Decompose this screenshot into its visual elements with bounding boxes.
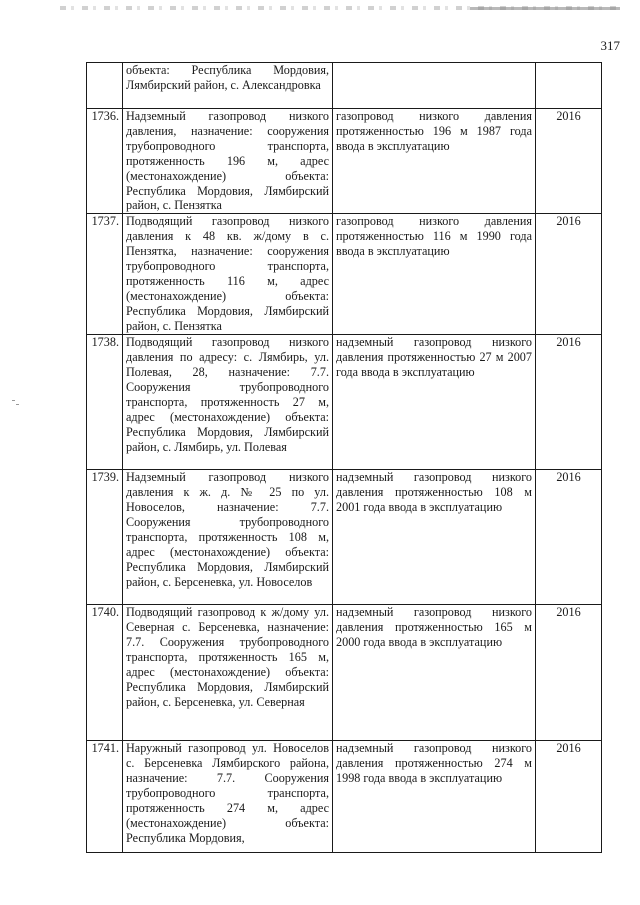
table-row bbox=[87, 63, 602, 109]
object-name: Подводящий газопровод к ж/дому ул. Северная с. Берсеневка, назначение: 7.7. Сооружения трубопроводного транспорта, протяженность 165 м, адрес (местонахождение) объекта: Республика Мордовия, Лямбирский район, с. Берсеневка, ул. Северная bbox=[123, 605, 333, 741]
row-number: 1738. bbox=[87, 335, 123, 470]
registry-table bbox=[86, 62, 602, 853]
row-number: 1736. bbox=[87, 109, 123, 214]
object-description: надземный газопровод низкого давления протяженностью 108 м 2001 года ввода в эксплуатацию bbox=[333, 470, 536, 605]
object-name: Надземный газопровод низкого давления, назначение: сооружения трубопроводного транспорта, протяженность 196 м, адрес (местонахождение) объекта: Республика Мордовия, Лямбирский район, с. Пензятка bbox=[123, 109, 333, 214]
year-cell: 2016 bbox=[536, 335, 602, 470]
year-cell: 2016 bbox=[536, 605, 602, 741]
object-description: надземный газопровод низкого давления протяженностью 27 м 2007 года ввода в эксплуатацию bbox=[333, 335, 536, 470]
year-cell: 2016 bbox=[536, 741, 602, 853]
margin-speck bbox=[16, 404, 19, 405]
object-name: Подводящий газопровод низкого давления по адресу: с. Лямбирь, ул. Полевая, 28, назначение: 7.7. Сооружения трубопроводного транспорта, протяженность 27 м, адрес (местонахождение) объекта: Республика Мордовия, Лямбирский район, с. Лямбирь, ул. Полевая bbox=[123, 335, 333, 470]
margin-speck bbox=[12, 400, 15, 401]
table-row bbox=[87, 214, 602, 335]
object-description bbox=[333, 63, 536, 109]
object-description: надземный газопровод низкого давления протяженностью 165 м 2000 года ввода в эксплуатацию bbox=[333, 605, 536, 741]
row-number bbox=[87, 63, 123, 109]
row-number: 1740. bbox=[87, 605, 123, 741]
row-number: 1741. bbox=[87, 741, 123, 853]
table-row bbox=[87, 741, 602, 853]
object-name: Надземный газопровод низкого давления к ж. д. № 25 по ул. Новоселов, назначение: 7.7. Сооружения трубопроводного транспорта, протяженность 108 м, адрес (местонахождение) объекта: Республика Мордовия, Лямбирский район, с. Берсеневка, ул. Новоселов bbox=[123, 470, 333, 605]
year-cell: 2016 bbox=[536, 109, 602, 214]
object-description: надземный газопровод низкого давления протяженностью 274 м 1998 года ввода в эксплуатацию bbox=[333, 741, 536, 853]
year-cell: 2016 bbox=[536, 214, 602, 335]
object-name: Наружный газопровод ул. Новоселов с. Берсеневка Лямбирского района, назначение: 7.7. Сооружения трубопроводного транспорта, протяженность 274 м, адрес (местонахождение) объекта: Республика Мордовия, bbox=[123, 741, 333, 853]
row-number: 1739. bbox=[87, 470, 123, 605]
table-row bbox=[87, 605, 602, 741]
object-description: газопровод низкого давления протяженностью 196 м 1987 года ввода в эксплуатацию bbox=[333, 109, 536, 214]
row-number: 1737. bbox=[87, 214, 123, 335]
object-description: газопровод низкого давления протяженностью 116 м 1990 года ввода в эксплуатацию bbox=[333, 214, 536, 335]
year-cell: 2016 bbox=[536, 470, 602, 605]
object-name: Подводящий газопровод низкого давления к 48 кв. ж/дому в с. Пензятка, назначение: сооружения трубопроводного транспорта, протяженность 116 м, адрес (местонахождение) объекта: Республика Мордовия, Лямбирский район, с. Пензятка bbox=[123, 214, 333, 335]
object-name: объекта: Республика Мордовия, Лямбирский район, с. Александровка bbox=[123, 63, 333, 109]
scan-edge-mark bbox=[470, 7, 620, 10]
table-row bbox=[87, 335, 602, 470]
year-cell bbox=[536, 63, 602, 109]
table-row bbox=[87, 470, 602, 605]
page-number: 317 bbox=[600, 38, 620, 53]
table-row bbox=[87, 109, 602, 214]
